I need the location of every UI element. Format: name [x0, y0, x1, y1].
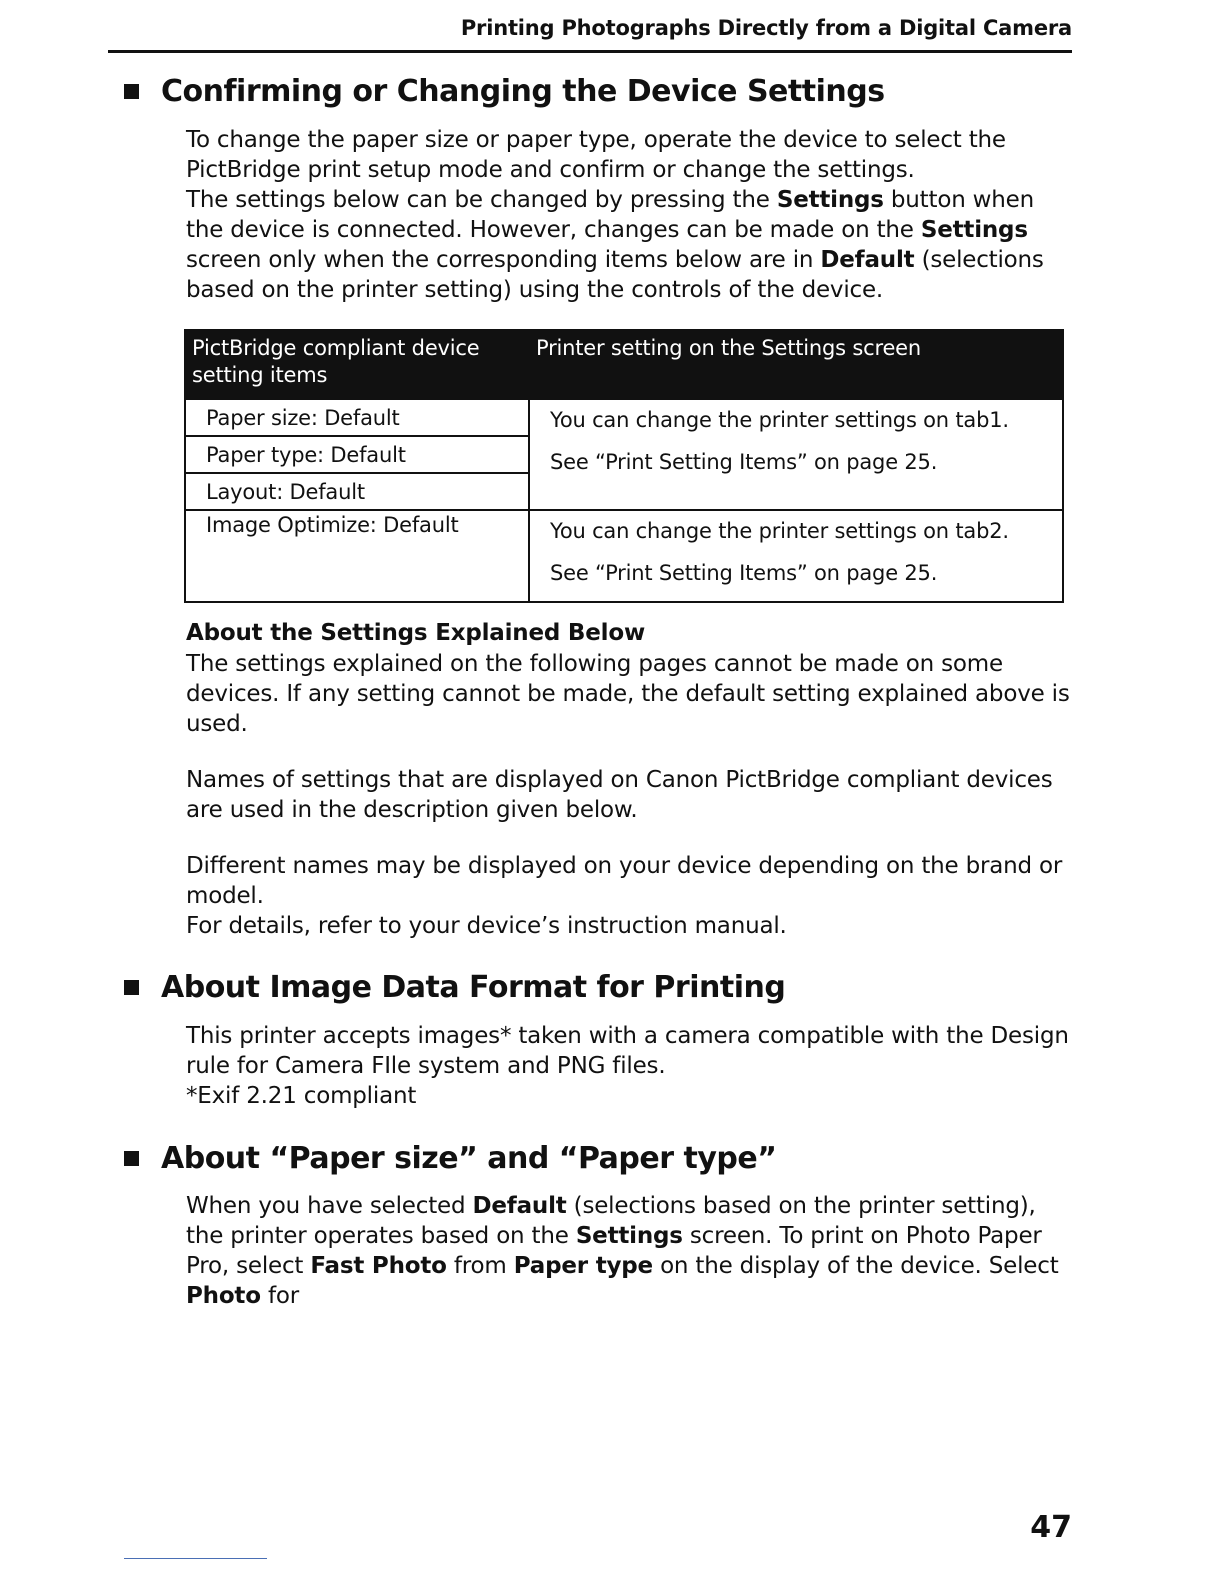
- footer-mark: [124, 1558, 267, 1559]
- table-cell-setting: You can change the printer settings on tab1. See “Print Setting Items” on page 25.: [529, 399, 1063, 510]
- square-bullet-icon: [124, 84, 139, 99]
- section3-paragraph: When you have selected Default (selections based on the printer setting), the printer operates based on the Settings screen. To print on Photo Paper Pro, select Fast Photo from Paper type on the display of the device. Select Photo for: [186, 1193, 1059, 1309]
- table-cell-item: Image Optimize: Default: [185, 510, 529, 602]
- running-header: Printing Photographs Directly from a Digital Camera: [460, 16, 1072, 40]
- about-settings-paragraph-3: Different names may be displayed on your device depending on the brand or model.: [186, 853, 1063, 909]
- about-settings-paragraph-1: The settings explained on the following pages cannot be made on some devices. If any setting cannot be made, the default setting explained above is used.: [186, 651, 1070, 737]
- section1-paragraph-1: To change the paper size or paper type, operate the device to select the PictBridge print setup mode and confirm or change the settings.: [186, 127, 1006, 183]
- table-cell-item: Paper type: Default: [185, 436, 529, 473]
- about-settings-body: [186, 649, 1076, 941]
- square-bullet-icon: [124, 1151, 139, 1166]
- section-heading-paper: [124, 1141, 776, 1176]
- section1-paragraph-2: The settings below can be changed by pressing the Settings button when the device is connected. However, changes can be made on the Settings screen only when the corresponding items below are in Default (selections based on the printer setting) using the controls of the device.: [186, 187, 1044, 303]
- section2-body: [186, 1021, 1076, 1111]
- table-row: [185, 399, 1063, 436]
- about-settings-paragraph-2: Names of settings that are displayed on Canon PictBridge compliant devices are used in the description given below.: [186, 767, 1053, 823]
- about-settings-paragraph-4: For details, refer to your device’s instruction manual.: [186, 913, 787, 939]
- settings-table: [184, 329, 1064, 603]
- header-rule: [108, 50, 1072, 53]
- section3-body: [186, 1191, 1076, 1311]
- section1-body: [186, 125, 1076, 305]
- table-header-device-items: PictBridge compliant device setting items: [185, 330, 529, 399]
- about-settings-heading: About the Settings Explained Below: [186, 620, 645, 646]
- page-number: 47: [1030, 1510, 1072, 1545]
- section-heading-device-settings: [124, 74, 885, 109]
- table-cell-item: Paper size: Default: [185, 399, 529, 436]
- section-heading-image-format: [124, 970, 785, 1005]
- section2-paragraph: This printer accepts images* taken with a camera compatible with the Design rule for Camera FIle system and PNG files.: [186, 1023, 1069, 1079]
- table-cell-item: Layout: Default: [185, 473, 529, 510]
- table-cell-setting: You can change the printer settings on tab2. See “Print Setting Items” on page 25.: [529, 510, 1063, 602]
- square-bullet-icon: [124, 980, 139, 995]
- table-row: [185, 510, 1063, 602]
- table-header-printer-setting: Printer setting on the Settings screen: [529, 330, 1063, 399]
- section-heading-text: About “Paper size” and “Paper type”: [161, 1141, 777, 1176]
- section-heading-text: Confirming or Changing the Device Settings: [161, 74, 885, 109]
- section2-footnote: *Exif 2.21 compliant: [186, 1083, 417, 1109]
- section-heading-text: About Image Data Format for Printing: [161, 970, 786, 1005]
